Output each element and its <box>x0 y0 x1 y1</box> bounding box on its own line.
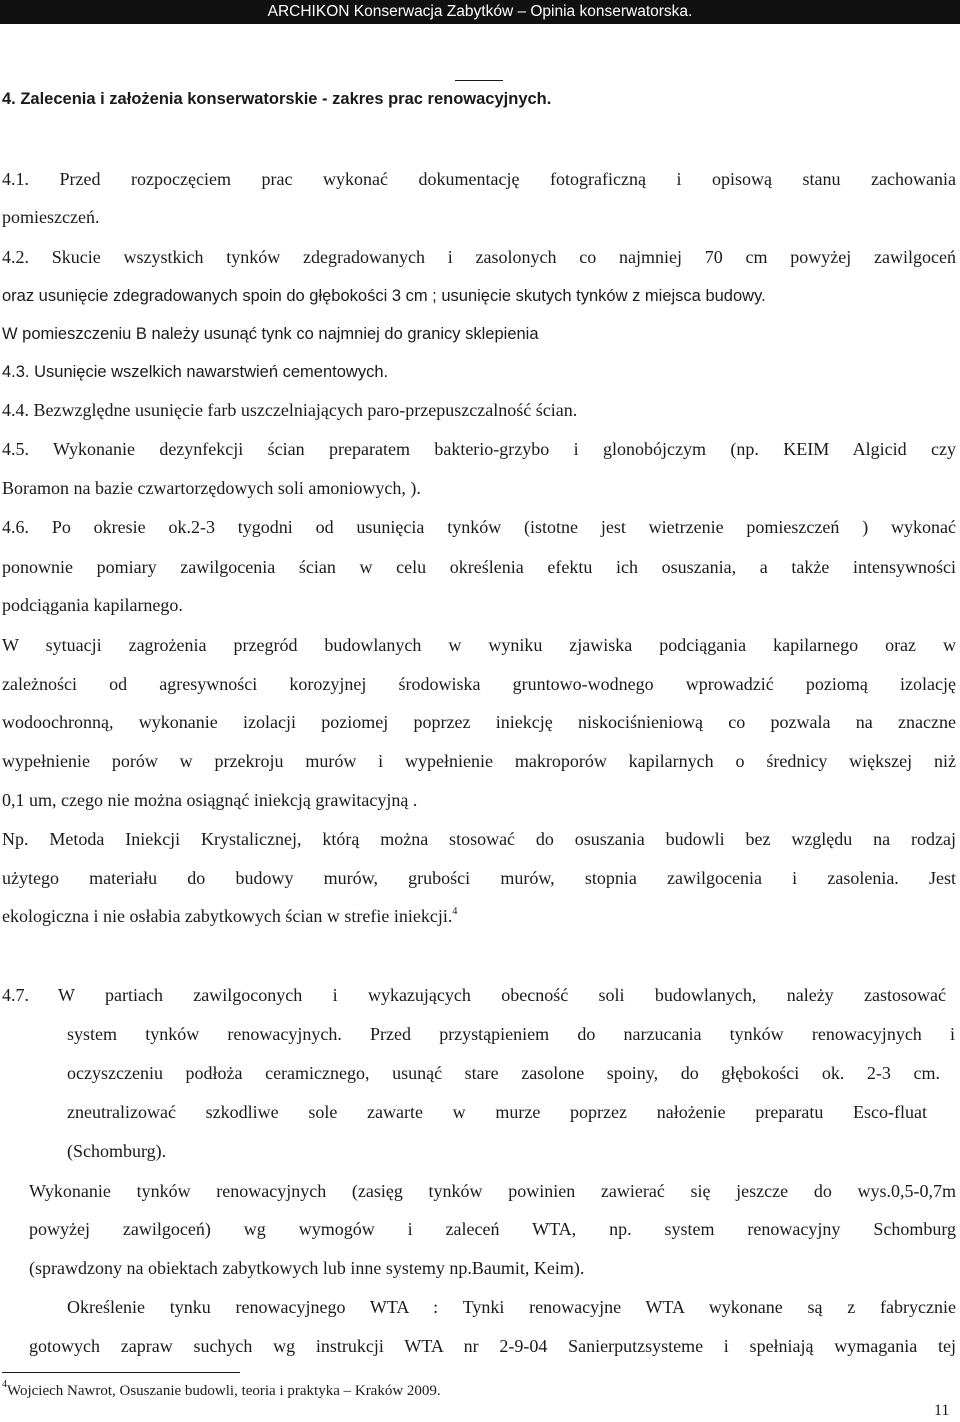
section-heading: 4. Zalecenia i założenia konserwatorskie - zakres prac renowacyjnych. <box>2 90 552 108</box>
paragraph-line: (Schomburg). <box>67 1141 167 1161</box>
paragraph-line: 0,1 um, czego nie można osiągnąć iniekcją grawitacyjną . <box>2 790 418 810</box>
paragraph-line: Boramon na bazie czwartorzędowych soli amoniowych, ). <box>2 478 421 498</box>
paragraph-line: wypełnienie porów w przekroju murów i wypełnienie makroporów kapilarnych o średnicy większej niż <box>2 751 956 771</box>
paragraph-line: Wykonanie tynków renowacyjnych (zasięg tynków powinien zawierać się jeszcze do wys.0,5-0,7m <box>29 1181 956 1201</box>
paragraph-line: zneutralizować szkodliwe sole zawarte w murze poprzez nałożenie preparatu Esco-fluat <box>67 1102 927 1122</box>
page-number: 11 <box>934 1402 950 1419</box>
paragraph-line: wodoochronną, wykonanie izolacji poziomej poprzez iniekcję niskociśnieniową co pozwala na znaczne <box>2 712 956 732</box>
paragraph-line: powyżej zawilgoceń) wg wymogów i zaleceń WTA, np. system renowacyjny Schomburg <box>29 1219 956 1239</box>
footnote-number: 4 <box>2 1379 7 1390</box>
paragraph-line: użytego materiału do budowy murów, grubości murów, stopnia zawilgocenia i zasolenia. Jest <box>2 868 956 888</box>
item-number: 4.7. <box>2 985 29 1005</box>
paragraph-line: oczyszczeniu podłoża ceramicznego, usunąć stare zasolone spoiny, do głębokości ok. 2-3 cm. <box>67 1063 940 1083</box>
paragraph-line: Określenie tynku renowacyjnego WTA : Tynki renowacyjne WTA wykonane są z fabrycznie <box>67 1297 956 1317</box>
paragraph-line: gotowych zapraw suchych wg instrukcji WTA nr 2-9-04 Sanierputzsysteme i spełniają wymagania tej <box>29 1336 956 1356</box>
footnote-reference: 4 <box>452 906 458 917</box>
paragraph-line: podciągania kapilarnego. <box>2 595 183 615</box>
footnote-separator <box>2 1372 240 1373</box>
paragraph-line: pomieszczeń. <box>2 207 100 227</box>
paragraph-text: ekologiczna i nie osłabia zabytkowych ścian w strefie iniekcji. <box>2 906 453 926</box>
footnote-text: Wojciech Nawrot, Osuszanie budowli, teoria i praktyka – Kraków 2009. <box>7 1383 441 1399</box>
paragraph-line: 4.1. Przed rozpoczęciem prac wykonać dokumentację fotograficzną i opisową stanu zachowania <box>2 169 956 189</box>
paragraph-line <box>2 905 457 927</box>
paragraph-line: 4.2. Skucie wszystkich tynków zdegradowanych i zasolonych co najmniej 70 cm powyżej zawilgoceń <box>2 247 956 267</box>
paragraph-line: W sytuacji zagrożenia przegród budowlanych w wyniku zjawiska podciągania kapilarnego oraz w <box>2 635 956 655</box>
paragraph-line: Np. Metoda Iniekcji Krystalicznej, którą można stosować do osuszania budowli bez względu na rodzaj <box>2 829 956 849</box>
paragraph-line: (sprawdzony na obiektach zabytkowych lub inne systemy np.Baumit, Keim). <box>29 1258 585 1278</box>
paragraph-line: 4.6. Po okresie ok.2-3 tygodni od usunięcia tynków (istotne jest wietrzenie pomieszczeń ) wykonać <box>2 517 956 537</box>
page-header: ARCHIKON Konserwacja Zabytków – Opinia konserwatorska. <box>0 0 960 24</box>
header-underline <box>455 80 503 81</box>
paragraph-line: ponownie pomiary zawilgocenia ścian w celu określenia efektu ich osuszania, a także intensywności <box>2 557 956 577</box>
paragraph-line: 4.4. Bezwzględne usunięcie farb uszczelniających paro-przepuszczalność ścian. <box>2 400 578 420</box>
footnote <box>2 1380 441 1402</box>
paragraph-line: system tynków renowacyjnych. Przed przystąpieniem do narzucania tynków renowacyjnych i <box>67 1024 955 1044</box>
paragraph-line: zależności od agresywności korozyjnej środowiska gruntowo-wodnego wprowadzić poziomą izolację <box>2 674 956 694</box>
paragraph-line: W pomieszczeniu B należy usunąć tynk co najmniej do granicy sklepienia <box>2 325 539 343</box>
paragraph-line: 4.5. Wykonanie dezynfekcji ścian preparatem bakterio-grzybo i glonobójczym (np. KEIM Algicid czy <box>2 439 956 459</box>
paragraph-line: oraz usunięcie zdegradowanych spoin do głębokości 3 cm ; usunięcie skutych tynków z miejsca budowy. <box>2 287 766 305</box>
paragraph-line: W partiach zawilgoconych i wykazujących obecność soli budowlanych, należy zastosować <box>58 985 946 1005</box>
paragraph-line: 4.3. Usunięcie wszelkich nawarstwień cementowych. <box>2 363 389 381</box>
